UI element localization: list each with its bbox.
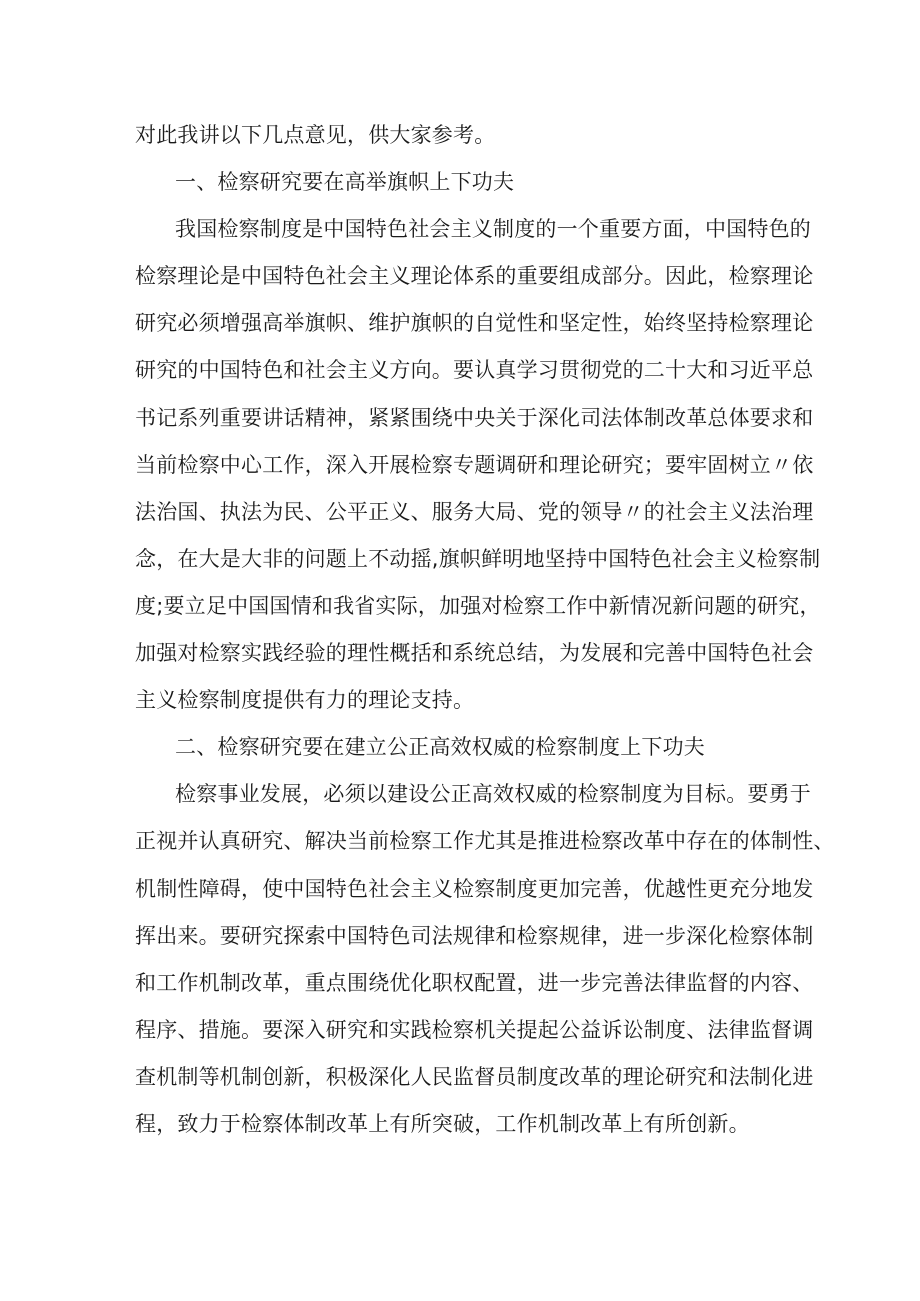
text-line: 机制性障碍，使中国特色社会主义检察制度更加完善，优越性更充分地发	[135, 876, 814, 901]
text-line: 主义检察制度提供有力的理论支持。	[135, 688, 475, 713]
text-line: 正视并认真研究、解决当前检察工作尤其是推进检察改革中存在的体制性、	[135, 829, 835, 854]
text-line: 念，在大是大非的问题上不动摇,旗帜鲜明地坚持中国特色社会主义检察制	[135, 546, 821, 571]
text-line: 对此我讲以下几点意见，供大家参考。	[135, 123, 496, 147]
document-body	[135, 112, 835, 1148]
text-line: 加强对检察实践经验的理性概括和系统总结，为发展和完善中国特色社会	[135, 641, 814, 666]
text-line: 检察理论是中国特色社会主义理论体系的重要组成部分。因此，检察理论	[135, 264, 814, 289]
text-line: 挥出来。要研究探索中国特色司法规律和检察规律，进一步深化检察体制	[135, 923, 814, 948]
text-line: 程序、措施。要深入研究和实践检察机关提起公益诉讼制度、法律监督调	[135, 1017, 814, 1042]
text-line: 程，致力于检察体制改革上有所突破，工作机制改革上有所创新。	[135, 1111, 750, 1136]
text-line: 检察事业发展，必须以建设公正高效权威的检察制度为目标。要勇于	[175, 782, 811, 807]
text-line: 法治国、执法为民、公平正义、服务大局、党的领导〃的社会主义法治理	[135, 499, 814, 524]
text-line: 度;要立足中国国情和我省实际，加强对检察工作中新情况新问题的研究，	[135, 593, 821, 618]
section-heading: 二、检察研究要在建立公正高效权威的检察制度上下功夫	[175, 735, 705, 760]
text-line: 当前检察中心工作，深入开展检察专题调研和理论研究；要牢固树立〃依	[135, 452, 814, 477]
text-line: 我国检察制度是中国特色社会主义制度的一个重要方面，中国特色的	[175, 217, 811, 242]
text-line: 研究的中国特色和社会主义方向。要认真学习贯彻党的二十大和习近平总	[135, 358, 814, 383]
text-line: 查机制等机制创新，积极深化人民监督员制度改革的理论研究和法制化进	[135, 1064, 814, 1089]
text-line: 研究必须增强高举旗帜、维护旗帜的自觉性和坚定性，始终坚持检察理论	[135, 311, 814, 336]
text-line: 和工作机制改革，重点围绕优化职权配置，进一步完善法律监督的内容、	[135, 970, 814, 995]
text-line: 书记系列重要讲话精神，紧紧围绕中央关于深化司法体制改革总体要求和	[135, 405, 814, 430]
section-heading: 一、检察研究要在高举旗帜上下功夫	[175, 170, 515, 195]
